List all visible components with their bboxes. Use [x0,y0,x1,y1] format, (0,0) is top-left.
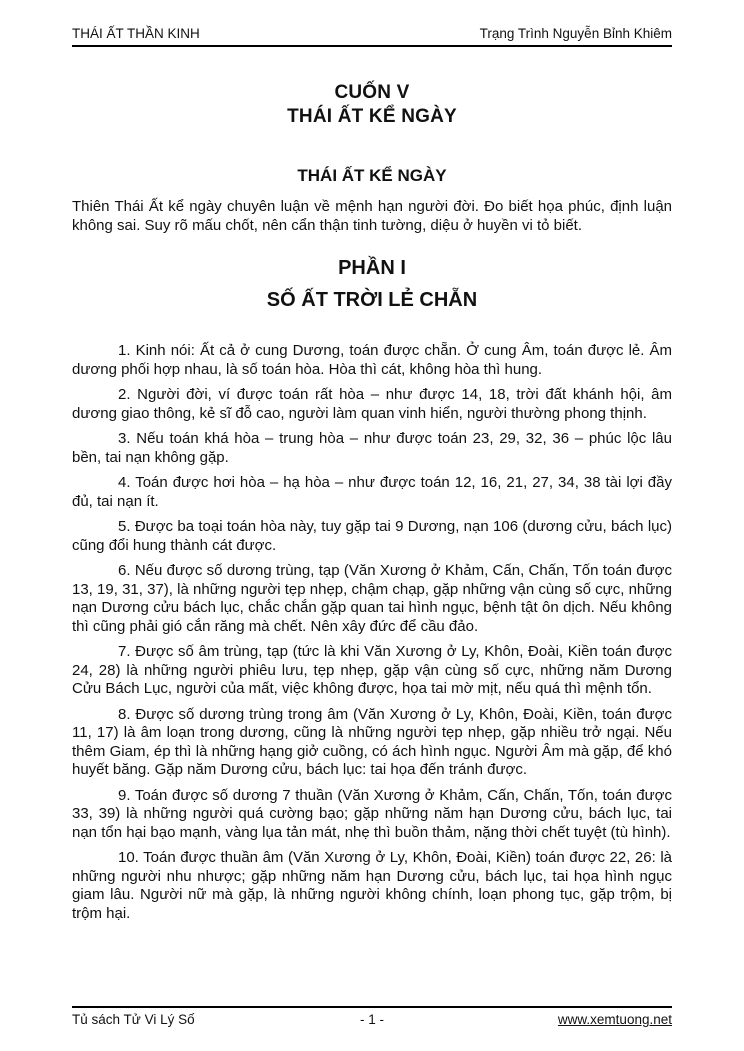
header-book-title: THÁI ẤT THẦN KINH [72,26,200,41]
volume-label: CUỐN V [334,82,410,103]
volume-title-block [72,81,672,129]
footer-website-link[interactable]: www.xemtuong.net [557,1012,672,1027]
volume-title: THÁI ẤT KỂ NGÀY [287,106,457,127]
header-author: Trạng Trình Nguyễn Bỉnh Khiêm [479,26,672,41]
footer-page-number: - 1 - [359,1012,384,1027]
body-paragraph-10: 10. Toán được thuần âm (Văn Xương ở Ly, Khôn, Đoài, Kiền) toán được 22, 26: là những người nhu nhược; gặp những năm hạn Dương cửu, bách lục, tai họa hình ngục giam lâu. Người nữ mà gặp, là những người không chính, loạn phong tục, gặp trộm, bị trộm hại. [72,849,672,922]
body-paragraph-9: 9. Toán được số dương 7 thuần (Văn Xương ở Khảm, Cấn, Chấn, Tốn, toán được 33, 39) là những người quá cường bạo; gặp những năm hạn Dương cửu, bách lục, tai nạn tổn hại bạo mạnh, vàng lụa tản mát, nhẹ thì buồn thảm, nặng thời chết tuyệt (tù hình). [72,786,672,841]
body-paragraph-5: 5. Được ba toại toán hòa này, tuy gặp tai 9 Dương, nạn 106 (dương cửu, bách lục) cũng đổi hung thành cát được. [72,518,672,554]
body-text [72,342,672,930]
part-heading: PHẦN I [338,257,406,279]
body-paragraph-3: 3. Nếu toán khá hòa – trung hòa – như được toán 23, 29, 32, 36 – phúc lộc lâu bền, tai nạn không gặp. [72,430,672,466]
body-paragraph-1: 1. Kinh nói: Ất cả ở cung Dương, toán được chẵn. Ở cung Âm, toán được lẻ. Âm dương phối hợp nhau, là số toán hòa. Hòa thì cát, không hòa thì hung. [72,342,672,378]
page-footer [72,1006,672,1027]
part-subheading: SỐ ẤT TRỜI LẺ CHẴN [266,289,478,311]
footer-series-title: Tủ sách Tử Vi Lý Số [72,1012,195,1027]
body-paragraph-6: 6. Nếu được số dương trùng, tạp (Văn Xương ở Khảm, Cấn, Chấn, Tốn toán được 13, 19, 31, 37), là những người tẹp nhẹp, chậm chạp, gặp những vận cùng số cực, những nạn Dương cửu bách lục, chắc chắn gặp quan tai hình ngục, bệnh tật ôn dịch. Nếu không thì cũng phải gió cắn răng mà chết. Nên xây đức để cầu đảo. [72,562,672,635]
body-paragraph-4: 4. Toán được hơi hòa – hạ hòa – như được toán 12, 16, 21, 27, 34, 38 tài lợi đầy đủ, tai nạn ít. [72,474,672,510]
section-intro-paragraph: Thiên Thái Ất kể ngày chuyên luận về mệnh hạn người đời. Đo biết họa phúc, định luận không sai. Suy rõ mấu chốt, nên cẩn thận tinh tường, diệu ở huyền vi tỏ biết. [72,198,672,234]
page-header [72,26,672,47]
body-paragraph-2: 2. Người đời, ví được toán rất hòa – như được 14, 18, trời đất khánh hội, âm dương giao thông, kẻ sĩ đỗ cao, người làm quan vinh hiển, người thường phong thịnh. [72,386,672,422]
body-paragraph-8: 8. Được số dương trùng trong âm (Văn Xương ở Ly, Khôn, Đoài, Kiền, toán được 11, 17) là âm loạn trong dương, cũng là những người tẹp nhẹp, gặp nhiều trở ngại. Nếu thêm Giam, ép thì là những hạng giở cuồng, có ách hình ngục. Người Âm mà gặp, để khó huyết băng. Gặp năm Dương cửu, bách lục: tai họa đến tránh được. [72,705,672,778]
body-paragraph-7: 7. Được số âm trùng, tạp (tức là khi Văn Xương ở Ly, Khôn, Đoài, Kiền toán được 24, 28) là những người phiêu lưu, tẹp nhẹp, gặp vận cùng số cực, những năm Dương Cửu Bách Lục, người của mất, việc không được, họa tai mờ mịt, nếu quá thì mệnh tổn. [72,643,672,697]
section-heading: THÁI ẤT KỂ NGÀY [297,166,447,185]
